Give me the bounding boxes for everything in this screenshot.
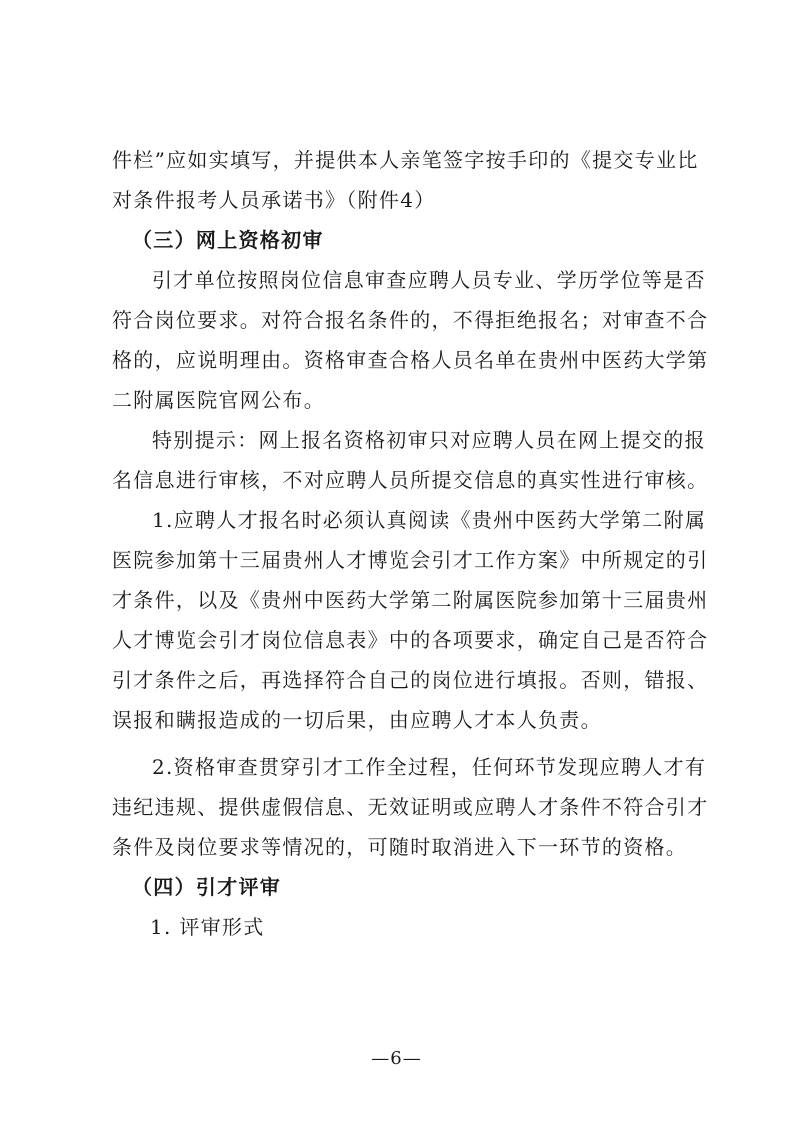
body-text-line: 2.资格审查贯穿引才工作全过程，任何环节发现应聘人才有 [152,755,707,779]
body-text-line: 引才条件之后，再选择符合自己的岗位进行填报。否则，错报、 [112,668,709,692]
body-text-line: 对条件报考人员承诺书》（附件4） [112,188,436,212]
body-text-line: 格的，应说明理由。资格审查合格人员名单在贵州中医药大学第 [112,348,709,372]
body-text-line: 医院参加第十三届贵州人才博览会引才工作方案》中所规定的引 [112,548,709,572]
body-text-line: 才条件，以及《贵州中医药大学第二附属医院参加第十三届贵州 [112,588,709,612]
body-text-line: 名信息进行审核，不对应聘人员所提交信息的真实性进行审核。 [112,468,709,492]
body-text-line: 特别提示：网上报名资格初审只对应聘人员在网上提交的报 [152,428,706,452]
body-text-line: 件栏”应如实填写，并提供本人亲笔签字按手印的《提交专业比 [112,148,699,172]
body-text-line: 条件及岗位要求等情况的，可随时取消进入下一环节的资格。 [112,835,688,859]
body-text-line: 符合岗位要求。对符合报名条件的，不得拒绝报名；对审查不合 [112,308,709,332]
body-text-line: 违纪违规、提供虚假信息、无效证明或应聘人才条件不符合引才 [112,795,709,819]
section-heading: （四）引才评审 [132,875,282,899]
body-text-line: 引才单位按照岗位信息审查应聘人员专业、学历学位等是否 [152,268,706,292]
subsection-heading: 1. 评审形式 [150,915,265,939]
body-text-line: 1.应聘人才报名时必须认真阅读《贵州中医药大学第二附属 [152,508,707,532]
section-heading: （三）网上资格初审 [132,228,324,252]
body-text-line: 二附属医院官网公布。 [112,388,325,412]
page-number: —6— [371,1048,422,1069]
body-text-line: 误报和瞒报造成的一切后果，由应聘人才本人负责。 [112,708,602,732]
body-text-line: 人才博览会引才岗位信息表》中的各项要求，确定自己是否符合 [112,628,709,652]
